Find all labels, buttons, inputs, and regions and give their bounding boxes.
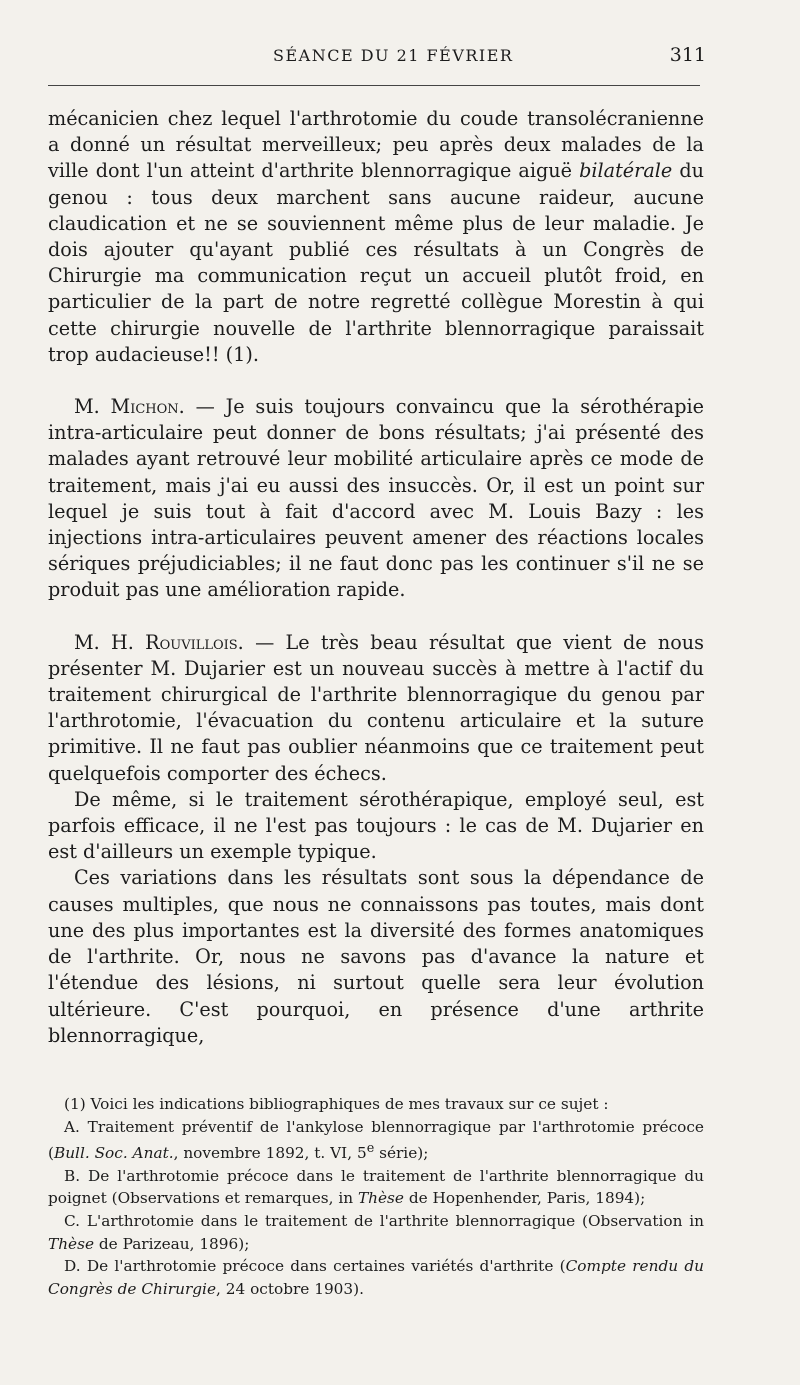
- italic-span: bilatérale: [579, 159, 673, 183]
- page-header: [48, 46, 708, 72]
- text-span: B. De l'arthrotomie précoce dans le traitement de l'arthrite blennorragique du poignet (Observations et remarques, in: [48, 1166, 704, 1208]
- text-span: , 24 octobre 1903).: [216, 1279, 364, 1298]
- text-span: A. Traitement préventif de l'ankylose blennorragique par l'arthrotomie précoce (: [48, 1117, 704, 1163]
- header-rule: [48, 85, 700, 86]
- paragraph-rouvillois: [48, 630, 704, 787]
- footnote-d: [48, 1255, 704, 1300]
- text-span: D. De l'arthrotomie précoce dans certaines variétés d'arthrite (: [64, 1257, 566, 1276]
- italic-span: Bull. Soc. Anat.: [53, 1144, 174, 1163]
- page-number: 311: [669, 44, 706, 66]
- italic-span: Thèse: [48, 1234, 95, 1253]
- footnote-b: [48, 1165, 704, 1210]
- text-span: mécanicien chez lequel l'arthrotomie du coude transolécranienne a donné un résultat merveilleux; peu après deux malades de la ville dont l'un atteint d'arthrite blennorragique aiguë: [48, 107, 704, 183]
- text-span: — Le très beau résultat que vient de nous présenter M. Dujarier est un nouveau succès à mettre à l'actif du traitement chirurgical de l'arthrite blennorragique du genou par l'arthrotomie, l'évacuation du contenu articulaire et la suture primitive. Il ne faut pas oublier néanmoins que ce traitement peut quelquefois comporter des échecs.: [48, 630, 704, 785]
- paragraph-continuation: [48, 106, 704, 368]
- speaker-name: M. H. Rouvillois.: [74, 630, 244, 654]
- footnote-c: [48, 1210, 704, 1255]
- body-text: [48, 106, 704, 1049]
- speaker-name: M. Michon.: [74, 395, 185, 419]
- paragraph: Ces variations dans les résultats sont sous la dépendance de causes multiples, que nous ne connaissons pas toutes, mais dont une des plus importantes est la diversité des formes anatomiques de l'arthrite. Or, nous ne savons pas d'avance la nature et l'étendue des lésions, ni surtout quelle sera leur évolution ultérieure. C'est pourquoi, en présence d'une arthrite blennorragique,: [48, 866, 704, 1047]
- paragraph: De même, si le traitement sérothérapique, employé seul, est parfois efficace, il ne l'est pas toujours : le cas de M. Dujarier en est d'ailleurs un exemple typique.: [48, 787, 704, 864]
- text-span: de Hopenhender, Paris, 1894);: [403, 1189, 646, 1208]
- italic-span: Thèse: [357, 1189, 404, 1208]
- paragraph-michon: [48, 394, 704, 604]
- footnote-intro: (1) Voici les indications bibliographiques de mes travaux sur ce sujet :: [64, 1095, 609, 1113]
- italic-span: Compte rendu du Congrès de Chirurgie: [48, 1257, 704, 1298]
- text-span: de Parizeau, 1896);: [94, 1234, 250, 1253]
- superscript: e: [366, 1141, 375, 1157]
- footnotes: [48, 1093, 704, 1300]
- text-span: , novembre 1892, t. VI, 5: [173, 1144, 367, 1163]
- text-span: du genou : tous deux marchent sans aucune raideur, aucune claudication et ne se souviennent même plus de leur maladie. Je dois ajouter qu'ayant publié ces résultats à un Congrès de Chirurgie ma communication reçut un accueil plutôt froid, en particulier de la part de notre regretté collègue Morestin à qui cette chirurgie nouvelle de l'arthrite blennorragique paraissait trop audacieuse!! (1).: [48, 159, 704, 366]
- footnote-a: [48, 1116, 704, 1165]
- text-span: série);: [374, 1144, 429, 1163]
- running-head: SÉANCE DU 21 FÉVRIER: [273, 46, 514, 65]
- text-span: C. L'arthrotomie dans le traitement de l'arthrite blennorragique (Observation in: [64, 1212, 704, 1231]
- text-span: — Je suis toujours convaincu que la sérothérapie intra-articulaire peut donner de bons résultats; j'ai présenté des malades ayant retrouvé leur mobilité articulaire après ce mode de traitement, mais j'ai eu aussi des insuccès. Or, il est un point sur lequel je suis tout à fait d'accord avec M. Louis Bazy : les injections intra-articulaires peuvent amener des réactions locales sériques préjudiciables; il ne faut donc pas les continuer s'il ne se produit pas une amélioration rapide.: [48, 395, 704, 602]
